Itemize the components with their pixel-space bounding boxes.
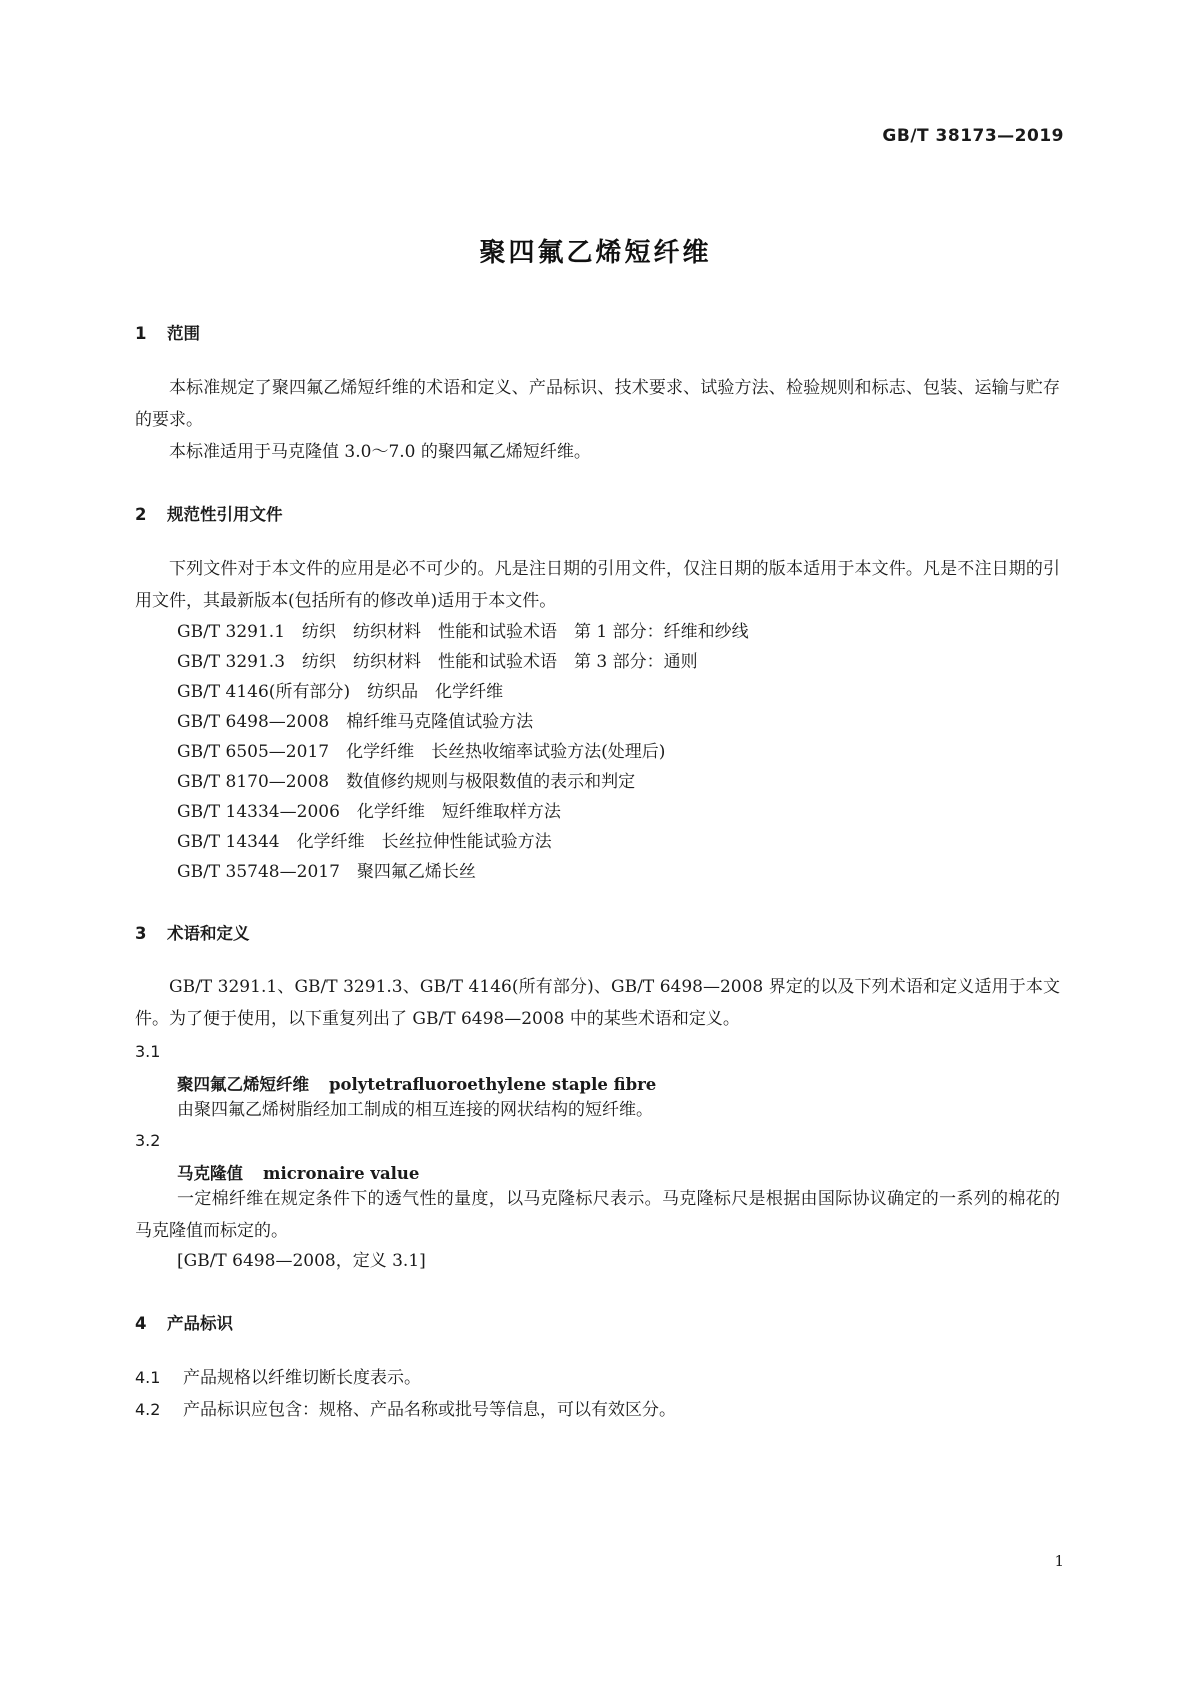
section-title: 产品标识 [167, 1314, 233, 1333]
section-title: 范围 [167, 324, 200, 343]
standard-number: GB/T 38173—2019 [882, 126, 1064, 146]
scope-paragraph-2: 本标准适用于马克隆值 3.0～7.0 的聚四氟乙烯短纤维。 [169, 442, 591, 462]
subclause-number: 4.1 [135, 1368, 161, 1387]
section-number: 3 [135, 924, 147, 943]
term-heading [177, 1160, 419, 1184]
reference-item: GB/T 3291.1 纺织 纺织材料 性能和试验术语 第 1 部分：纤维和纱线 [177, 622, 749, 642]
references-intro: 下列文件对于本文件的应用是必不可少的。凡是注日期的引用文件，仅注日期的版本适用于本文件。凡是不注日期的引用文件，其最新版本(包括所有的修改单)适用于本文件。 [135, 559, 1060, 611]
term-zh: 马克隆值 [177, 1164, 243, 1183]
term-definition: 由聚四氟乙烯树脂经加工制成的相互连接的网状结构的短纤维。 [177, 1100, 653, 1120]
page-number: 1 [1054, 1552, 1064, 1570]
term-en: polytetrafluoroethylene staple fibre [329, 1075, 657, 1094]
term-number: 3.2 [135, 1131, 161, 1150]
scope-paragraph-1: 本标准规定了聚四氟乙烯短纤维的术语和定义、产品标识、技术要求、试验方法、检验规则和标志、包装、运输与贮存的要求。 [135, 378, 1060, 430]
term-heading [177, 1071, 656, 1095]
subclause-4-2 [135, 1394, 676, 1426]
section-1-heading [135, 320, 200, 344]
subclause-number: 4.2 [135, 1400, 161, 1419]
section-number: 4 [135, 1314, 147, 1333]
reference-item: GB/T 3291.3 纺织 纺织材料 性能和试验术语 第 3 部分：通则 [177, 652, 698, 672]
term-source: [GB/T 6498—2008，定义 3.1] [177, 1251, 426, 1271]
reference-item: GB/T 14334—2006 化学纤维 短纤维取样方法 [177, 802, 561, 822]
term-zh: 聚四氟乙烯短纤维 [177, 1075, 309, 1094]
subclause-text: 产品规格以纤维切断长度表示。 [183, 1368, 421, 1388]
document-title: 聚四氟乙烯短纤维 [479, 238, 712, 268]
section-number: 1 [135, 324, 147, 343]
section-number: 2 [135, 505, 147, 524]
term-definition: 一定棉纤维在规定条件下的透气性的量度，以马克隆标尺表示。马克隆标尺是根据由国际协议确定的一系列的棉花的马克隆值而标定的。 [135, 1189, 1060, 1241]
reference-item: GB/T 4146(所有部分) 纺织品 化学纤维 [177, 682, 504, 702]
subclause-4-1 [135, 1362, 421, 1394]
subclause-text: 产品标识应包含：规格、产品名称或批号等信息，可以有效区分。 [183, 1400, 676, 1420]
section-title: 规范性引用文件 [167, 505, 283, 524]
section-3-heading [135, 920, 250, 944]
section-2-heading [135, 501, 283, 525]
term-en: micronaire value [263, 1164, 420, 1183]
reference-item: GB/T 14344 化学纤维 长丝拉伸性能试验方法 [177, 832, 552, 852]
reference-item: GB/T 35748—2017 聚四氟乙烯长丝 [177, 862, 476, 882]
reference-item: GB/T 6498—2008 棉纤维马克隆值试验方法 [177, 712, 534, 732]
section-title: 术语和定义 [167, 924, 250, 943]
section-4-heading [135, 1310, 233, 1334]
reference-item: GB/T 8170—2008 数值修约规则与极限数值的表示和判定 [177, 772, 636, 792]
reference-item: GB/T 6505—2017 化学纤维 长丝热收缩率试验方法(处理后) [177, 742, 666, 762]
term-number: 3.1 [135, 1042, 161, 1061]
terms-intro: GB/T 3291.1、GB/T 3291.3、GB/T 4146(所有部分)、GB/T 6498—2008 界定的以及下列术语和定义适用于本文件。为了便于使用，以下重复列出了 GB/T 6498—2008 中的某些术语和定义。 [135, 977, 1060, 1029]
